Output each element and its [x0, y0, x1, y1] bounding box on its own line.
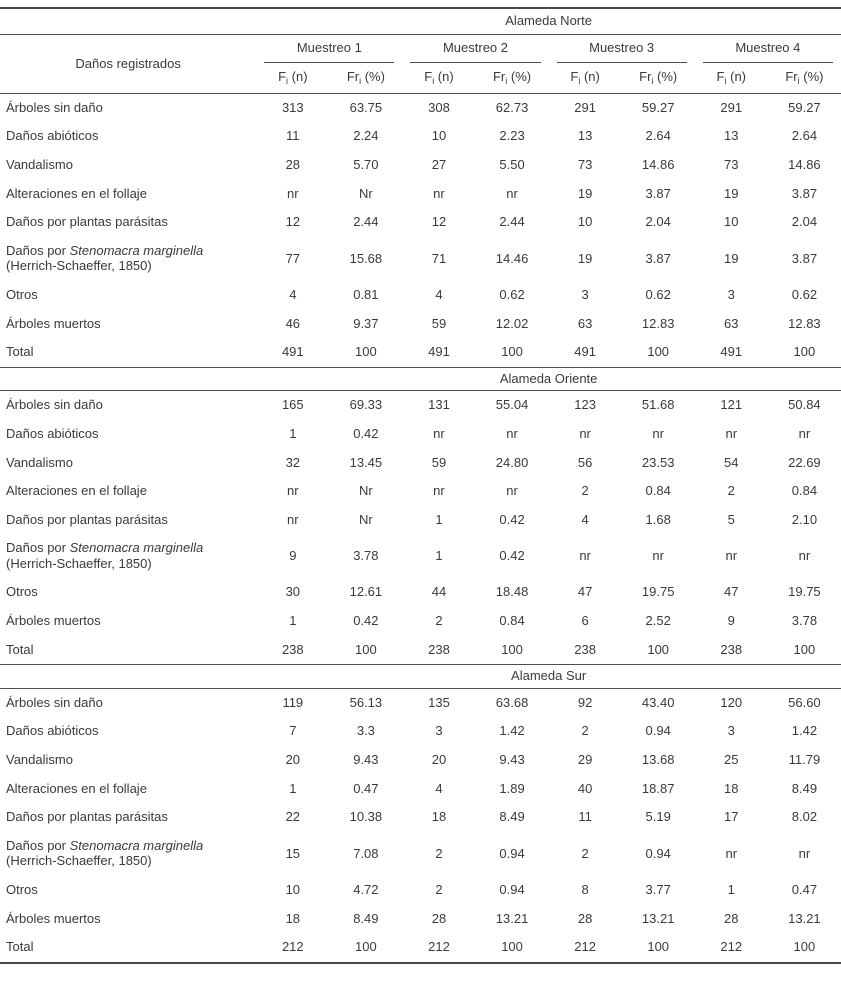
cell-value: 18.48 — [495, 584, 529, 600]
cell-value: 0.84 — [645, 483, 671, 499]
row-label: Alteraciones en el follaje — [6, 780, 147, 796]
cell-value: 491 — [574, 344, 596, 360]
row-label: Daños abióticos — [6, 128, 99, 144]
cell-value: 29 — [577, 752, 593, 768]
cell-value: 15.68 — [349, 250, 383, 266]
cell-value: 4 — [581, 511, 589, 527]
sub-header-fi: $F_i$ (n) — [402, 63, 475, 93]
row-label: Árboles sin daño — [6, 99, 103, 115]
table-row — [0, 391, 841, 420]
cell-value: nr — [798, 845, 811, 861]
table-row — [0, 449, 841, 478]
cell-value: 2.64 — [791, 128, 818, 144]
group-header-muestreo-1: Muestreo 1 — [256, 34, 402, 63]
cell-value: nr — [506, 185, 518, 201]
cell-value: 40 — [577, 780, 593, 796]
cell-value: 0.42 — [499, 548, 525, 564]
cell-value: 30 — [285, 584, 301, 600]
cell-value: 2.23 — [499, 128, 525, 144]
cell-value: 18.87 — [641, 780, 675, 796]
cell-value: 92 — [577, 694, 593, 710]
sub-header-fri: $Fr_i$ (%) — [622, 63, 695, 93]
cell-value: 2 — [435, 845, 443, 861]
row-label: Daños por Stenomacra marginella (Herrich-Schaeffer, 1850) — [6, 540, 204, 571]
cell-value: 28 — [724, 910, 739, 926]
row-label: Árboles sin daño — [6, 694, 103, 710]
cell-value: 0.81 — [353, 286, 379, 302]
cell-value: 120 — [720, 694, 743, 710]
cell-value: 2.52 — [645, 613, 671, 629]
cell-value: 59.27 — [788, 99, 821, 115]
cell-value: 8.02 — [791, 809, 818, 825]
cell-value: 32 — [285, 454, 301, 470]
table-row — [0, 746, 841, 775]
cell-value: 47 — [724, 584, 739, 600]
cell-value: 1 — [289, 613, 297, 629]
table-row — [0, 180, 841, 209]
cell-value: 1 — [435, 511, 443, 527]
sub-header-fi: $F_i$ (n) — [549, 63, 622, 93]
cell-value: 11.79 — [788, 752, 821, 768]
cell-value: nr — [798, 548, 811, 564]
table-row — [0, 832, 841, 876]
cell-value: Nr — [359, 511, 373, 527]
cell-value: Nr — [359, 185, 373, 201]
table-row — [0, 506, 841, 535]
cell-value: 2 — [727, 483, 735, 499]
cell-value: 1.89 — [499, 780, 525, 796]
row-label: Árboles sin daño — [6, 397, 103, 413]
cell-value: 13 — [724, 128, 739, 144]
table-row — [0, 151, 841, 180]
table-row — [0, 338, 841, 367]
cell-value: 1.68 — [645, 511, 671, 527]
cell-value: 2 — [435, 882, 443, 897]
cell-value: 18 — [285, 910, 301, 926]
cell-value: 100 — [355, 939, 377, 955]
cell-value: 1 — [289, 425, 297, 441]
cell-value: 12.83 — [641, 315, 675, 331]
cell-value: 238 — [574, 641, 596, 657]
cell-value: 2 — [581, 723, 589, 739]
cell-value: 17 — [724, 809, 739, 825]
cell-value: 100 — [647, 939, 670, 955]
row-label: Total — [6, 344, 34, 360]
cell-value: 1.42 — [499, 723, 525, 739]
table-row — [0, 688, 841, 717]
cell-value: 25 — [724, 752, 739, 768]
row-header-label: Daños registrados — [0, 34, 256, 93]
cell-value: 15 — [285, 845, 301, 861]
cell-value: nr — [287, 185, 299, 201]
cell-value: 291 — [574, 99, 596, 115]
cell-value: 14.46 — [495, 250, 529, 266]
cell-value: 238 — [720, 641, 743, 657]
section-title: Alameda Oriente — [256, 367, 841, 391]
cell-value: 100 — [647, 344, 670, 360]
cell-value: 100 — [793, 641, 816, 657]
table-row — [0, 803, 841, 832]
row-label: Total — [6, 641, 34, 657]
cell-value: 63.68 — [495, 694, 529, 710]
cell-value: 59 — [431, 315, 447, 331]
cell-value: 238 — [428, 641, 450, 657]
cell-value: 4 — [435, 286, 443, 302]
table-body — [0, 93, 841, 963]
section-header-row — [0, 665, 841, 689]
row-label: Total — [6, 939, 34, 955]
cell-value: 3.87 — [791, 250, 818, 266]
cell-value: nr — [579, 548, 591, 564]
cell-value: 1 — [727, 882, 735, 897]
cell-value: 28 — [285, 156, 301, 172]
cell-value: 1.42 — [791, 723, 818, 739]
cell-value: 491 — [281, 344, 304, 360]
cell-value: 212 — [281, 939, 304, 955]
cell-value: 2 — [581, 845, 589, 861]
sub-header-fi: $F_i$ (n) — [695, 63, 768, 93]
cell-value: 212 — [720, 939, 743, 955]
table-row — [0, 717, 841, 746]
cell-value: 131 — [428, 397, 450, 413]
row-label: Árboles muertos — [6, 613, 101, 629]
cell-value: 10 — [431, 128, 447, 144]
table-row — [0, 607, 841, 636]
cell-value: 100 — [793, 344, 816, 360]
row-label: Daños por Stenomacra marginella (Herrich-Schaeffer, 1850) — [6, 242, 204, 274]
corner-spacer — [0, 8, 256, 34]
cell-value: 46 — [285, 315, 301, 331]
cell-value: 62.73 — [495, 99, 529, 115]
cell-value: nr — [798, 425, 811, 441]
section-spacer — [0, 665, 256, 689]
cell-value: 0.47 — [791, 882, 818, 897]
table-row — [0, 775, 841, 804]
cell-value: 19.75 — [788, 584, 821, 600]
cell-value: nr — [725, 845, 738, 861]
cell-value: 73 — [724, 156, 739, 172]
cell-value: 100 — [355, 344, 377, 360]
cell-value: 165 — [281, 397, 304, 413]
cell-value: 7 — [289, 723, 297, 739]
row-label: Árboles muertos — [6, 315, 101, 331]
cell-value: 59 — [431, 454, 447, 470]
cell-value: nr — [433, 483, 445, 499]
cell-value: 5.70 — [353, 156, 379, 172]
cell-value: 3 — [727, 723, 735, 739]
row-label: Vandalismo — [6, 156, 73, 172]
cell-value: 9 — [727, 613, 735, 629]
row-label: Árboles muertos — [6, 910, 101, 926]
cell-value: 238 — [281, 641, 304, 657]
cell-value: nr — [579, 425, 591, 441]
cell-value: 20 — [285, 752, 301, 768]
cell-value: 313 — [281, 99, 304, 115]
cell-value: 19 — [577, 250, 593, 266]
section-spacer — [0, 367, 256, 391]
cell-value: 56.60 — [788, 694, 821, 710]
table-row — [0, 237, 841, 281]
cell-value: 0.47 — [353, 780, 379, 796]
cell-value: 3.87 — [645, 185, 671, 201]
table-row — [0, 93, 841, 122]
cell-value: 121 — [720, 397, 743, 413]
table-row — [0, 122, 841, 151]
group-header-muestreo-4: Muestreo 4 — [695, 34, 841, 63]
cell-value: 8.49 — [791, 780, 818, 796]
section-header-row — [0, 367, 841, 391]
cell-value: 24.80 — [495, 454, 529, 470]
cell-value: 5.19 — [645, 809, 671, 825]
row-label: Daños abióticos — [6, 723, 99, 739]
cell-value: 11 — [286, 128, 300, 144]
cell-value: 47 — [577, 584, 593, 600]
cell-value: 3 — [727, 286, 735, 302]
cell-value: 6 — [581, 613, 589, 629]
cell-value: 100 — [501, 939, 523, 955]
cell-value: Nr — [359, 483, 373, 499]
cell-value: 491 — [720, 344, 743, 360]
row-label: Daños por plantas parásitas — [6, 809, 168, 825]
cell-value: 22 — [285, 809, 301, 825]
cell-value: 0.62 — [645, 286, 671, 302]
table-row — [0, 310, 841, 339]
cell-value: 28 — [577, 910, 593, 926]
cell-value: 0.94 — [645, 845, 671, 861]
group-header-muestreo-2: Muestreo 2 — [402, 34, 548, 63]
cell-value: nr — [287, 483, 299, 499]
cell-value: 0.94 — [645, 723, 671, 739]
cell-value: 7.08 — [353, 845, 379, 861]
row-label: Daños por plantas parásitas — [6, 214, 168, 230]
cell-value: 71 — [431, 250, 447, 266]
cell-value: 13.45 — [349, 454, 383, 470]
cell-value: 13.21 — [641, 910, 675, 926]
sub-header-fri: $Fr_i$ (%) — [768, 63, 841, 93]
cell-value: 2 — [435, 613, 443, 629]
cell-value: 14.86 — [788, 156, 821, 172]
cell-value: nr — [506, 483, 518, 499]
cell-value: nr — [652, 548, 664, 564]
cell-value: 12.83 — [788, 315, 821, 331]
cell-value: 100 — [501, 641, 523, 657]
cell-value: 43.40 — [641, 694, 675, 710]
cell-value: 73 — [577, 156, 593, 172]
damage-table — [0, 7, 841, 964]
cell-value: 13 — [577, 128, 593, 144]
cell-value: nr — [506, 425, 518, 441]
cell-value: nr — [725, 425, 738, 441]
cell-value: 12 — [285, 214, 301, 230]
cell-value: 9 — [289, 548, 297, 564]
cell-value: 10 — [577, 214, 593, 230]
cell-value: 22.69 — [788, 454, 821, 470]
cell-value: 2.04 — [645, 214, 671, 230]
cell-value: 27 — [431, 156, 447, 172]
cell-value: 291 — [720, 99, 743, 115]
cell-value: 119 — [282, 694, 304, 710]
table-row — [0, 420, 841, 449]
cell-value: 4 — [435, 780, 443, 796]
cell-value: 5 — [727, 511, 735, 527]
cell-value: 0.84 — [499, 613, 525, 629]
table-row — [0, 477, 841, 506]
cell-value: 0.94 — [499, 882, 525, 897]
cell-value: 2 — [581, 483, 589, 499]
cell-value: 2.10 — [791, 511, 818, 527]
cell-value: 44 — [431, 584, 447, 600]
cell-value: 0.62 — [791, 286, 818, 302]
cell-value: 100 — [647, 641, 670, 657]
cell-value: 10 — [285, 882, 301, 897]
cell-value: 19.75 — [641, 584, 675, 600]
cell-value: 19 — [724, 185, 739, 201]
table-row — [0, 933, 841, 963]
cell-value: nr — [652, 425, 664, 441]
row-label: Otros — [6, 286, 38, 302]
cell-value: 8.49 — [499, 809, 525, 825]
row-label: Otros — [6, 584, 38, 600]
cell-value: nr — [433, 185, 445, 201]
cell-value: 0.42 — [353, 425, 379, 441]
cell-value: 2.24 — [353, 128, 379, 144]
cell-value: 5.50 — [499, 156, 525, 172]
table-row — [0, 905, 841, 934]
cell-value: 9.37 — [353, 315, 379, 331]
cell-value: 11 — [578, 809, 592, 825]
cell-value: 13.21 — [788, 910, 821, 926]
cell-value: 63 — [724, 315, 739, 331]
cell-value: 212 — [574, 939, 596, 955]
section-title: Alameda Sur — [256, 665, 841, 689]
table-row — [0, 578, 841, 607]
cell-value: 55.04 — [495, 397, 529, 413]
cell-value: 4 — [289, 286, 297, 302]
cell-value: 3 — [435, 723, 443, 739]
cell-value: 10.38 — [349, 809, 383, 825]
cell-value: 491 — [428, 344, 450, 360]
cell-value: 9.43 — [499, 752, 525, 768]
cell-value: 0.42 — [499, 511, 525, 527]
cell-value: 19 — [577, 185, 593, 201]
cell-value: 308 — [428, 99, 450, 115]
cell-value: 18 — [724, 780, 739, 796]
cell-value: 8.49 — [353, 910, 379, 926]
row-label: Daños abióticos — [6, 425, 99, 441]
cell-value: 1 — [435, 548, 443, 564]
cell-value: 54 — [724, 454, 739, 470]
sub-header-fri: $Fr_i$ (%) — [476, 63, 549, 93]
group-header-muestreo-3: Muestreo 3 — [549, 34, 695, 63]
cell-value: 59.27 — [641, 99, 675, 115]
cell-value: 0.62 — [499, 286, 525, 302]
row-label: Otros — [6, 882, 38, 897]
table-row — [0, 876, 841, 905]
row-label: Vandalismo — [6, 454, 73, 470]
row-label: Daños por plantas parásitas — [6, 511, 168, 527]
cell-value: 0.94 — [499, 845, 525, 861]
cell-value: 18 — [431, 809, 447, 825]
cell-value: 10 — [724, 214, 739, 230]
row-label: Alteraciones en el follaje — [6, 483, 147, 499]
cell-value: 77 — [285, 250, 301, 266]
cell-value: 2.04 — [791, 214, 818, 230]
cell-value: 51.68 — [641, 397, 675, 413]
row-label: Daños por Stenomacra marginella (Herrich-Schaeffer, 1850) — [6, 837, 204, 869]
sub-header-fi: $F_i$ (n) — [256, 63, 329, 93]
table-row — [0, 281, 841, 310]
cell-value: 56 — [577, 454, 593, 470]
cell-value: 1 — [289, 780, 297, 796]
cell-value: 3.3 — [356, 723, 375, 739]
cell-value: nr — [725, 548, 738, 564]
cell-value: 56.13 — [349, 694, 383, 710]
cell-value: 0.42 — [353, 613, 379, 629]
cell-value: 3.77 — [645, 882, 671, 897]
cell-value: 12.02 — [495, 315, 529, 331]
cell-value: 2.64 — [645, 128, 671, 144]
cell-value: 100 — [793, 939, 816, 955]
cell-value: 3 — [581, 286, 589, 302]
cell-value: 3.78 — [353, 548, 379, 564]
cell-value: 12.61 — [349, 584, 383, 600]
cell-value: 20 — [431, 752, 447, 768]
cell-value: 135 — [428, 694, 450, 710]
cell-value: 63.75 — [349, 99, 383, 115]
table-row — [0, 208, 841, 237]
cell-value: 19 — [724, 250, 739, 266]
table-head — [0, 8, 841, 93]
table-row — [0, 636, 841, 665]
cell-value: 9.43 — [353, 752, 379, 768]
table-row — [0, 534, 841, 578]
cell-value: 2.44 — [499, 214, 525, 230]
cell-value: 2.44 — [353, 214, 379, 230]
cell-value: 212 — [428, 939, 450, 955]
cell-value: 13.68 — [641, 752, 675, 768]
cell-value: 69.33 — [349, 397, 383, 413]
cell-value: 12 — [431, 214, 447, 230]
cell-value: 3.87 — [645, 250, 671, 266]
cell-value: 28 — [431, 910, 447, 926]
cell-value: 8 — [581, 882, 589, 897]
sub-header-fri: $Fr_i$ (%) — [329, 63, 402, 93]
cell-value: 100 — [501, 344, 523, 360]
cell-value: 23.53 — [641, 454, 675, 470]
cell-value: 100 — [355, 641, 377, 657]
cell-value: 50.84 — [788, 397, 821, 413]
cell-value: nr — [287, 511, 299, 527]
cell-value: 4.72 — [353, 882, 379, 897]
cell-value: 13.21 — [495, 910, 529, 926]
cell-value: 14.86 — [641, 156, 675, 172]
cell-value: 3.78 — [791, 613, 818, 629]
cell-value: 0.84 — [791, 483, 818, 499]
cell-value: 63 — [577, 315, 593, 331]
cell-value: 3.87 — [791, 185, 818, 201]
cell-value: nr — [433, 425, 445, 441]
cell-value: 123 — [574, 397, 596, 413]
row-label: Alteraciones en el follaje — [6, 185, 147, 201]
row-label: Vandalismo — [6, 752, 73, 768]
section-title: Alameda Norte — [256, 8, 841, 34]
